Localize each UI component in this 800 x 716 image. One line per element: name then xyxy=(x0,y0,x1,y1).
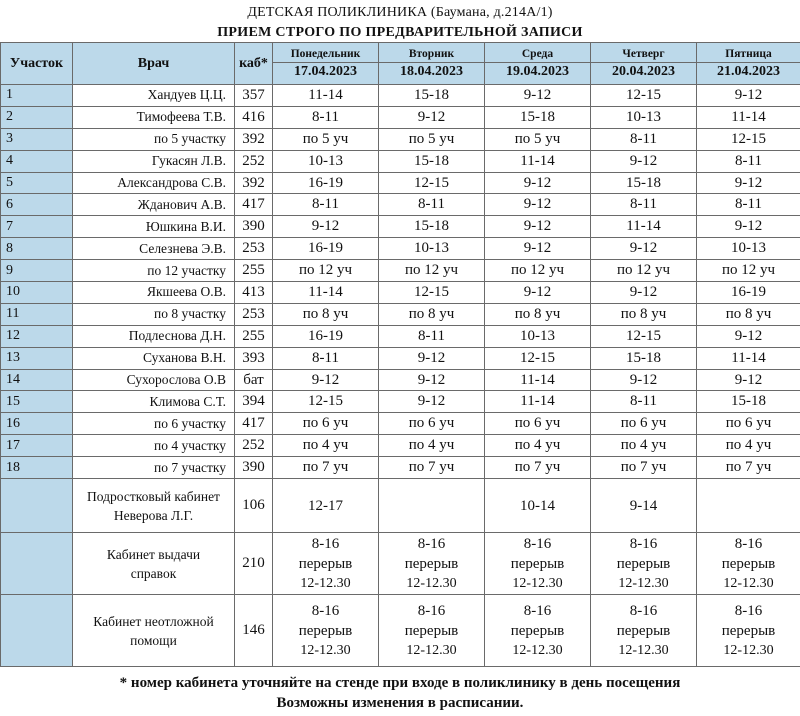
doctor-name: по 4 участку xyxy=(73,435,235,457)
table-row xyxy=(1,413,800,435)
day-date: 21.04.2023 xyxy=(717,64,780,79)
time-cell xyxy=(379,479,485,533)
plot-number: 9 xyxy=(1,260,73,282)
time-cell: 12-15 xyxy=(379,282,485,304)
table-row xyxy=(1,238,800,260)
time-cell xyxy=(485,479,591,533)
time-line: 8-16 xyxy=(311,602,340,619)
time-line: 8-16 xyxy=(734,535,763,552)
time-line: 8-16 xyxy=(734,602,763,619)
time-cell: по 4 уч xyxy=(697,435,800,457)
plot-number: 16 xyxy=(1,413,73,435)
time-line: 9-14 xyxy=(629,497,658,514)
time-line: 8-16 xyxy=(417,535,446,552)
special-label-line: Неверова Л.Г. xyxy=(113,507,194,523)
room-number: 253 xyxy=(235,238,273,260)
time-cell: 9-12 xyxy=(485,282,591,304)
time-cell xyxy=(591,533,697,595)
room-number: 357 xyxy=(235,85,273,107)
time-line: перерыв xyxy=(510,555,565,572)
time-line: перерыв xyxy=(616,555,671,572)
time-cell: по 8 уч xyxy=(379,303,485,325)
table-row xyxy=(1,435,800,457)
time-cell: 8-11 xyxy=(273,106,379,128)
time-cell: по 12 уч xyxy=(379,260,485,282)
time-line: 12-12.30 xyxy=(300,642,351,658)
day-date: 19.04.2023 xyxy=(506,64,569,79)
doctor-name: Климова С.Т. xyxy=(73,391,235,413)
time-cell xyxy=(591,595,697,667)
clinic-title: ДЕТСКАЯ ПОЛИКЛИНИКА (Баумана, д.214А/1) xyxy=(247,5,553,20)
time-cell: по 7 уч xyxy=(379,457,485,479)
room-number: 106 xyxy=(235,479,273,533)
time-cell xyxy=(273,533,379,595)
time-cell: 11-14 xyxy=(697,347,800,369)
time-cell: по 8 уч xyxy=(697,303,800,325)
special-label xyxy=(73,533,235,595)
time-cell: 15-18 xyxy=(379,216,485,238)
schedule-body xyxy=(1,85,800,667)
special-number-cell xyxy=(1,533,73,595)
time-cell xyxy=(591,479,697,533)
time-cell: по 4 уч xyxy=(273,435,379,457)
time-cell xyxy=(697,479,800,533)
time-cell: 11-14 xyxy=(485,391,591,413)
time-cell: 12-15 xyxy=(591,85,697,107)
special-label-line: справок xyxy=(130,565,177,581)
time-cell: 9-12 xyxy=(485,172,591,194)
time-cell: 10-13 xyxy=(485,325,591,347)
time-cell: 8-11 xyxy=(379,194,485,216)
time-cell: 9-12 xyxy=(485,238,591,260)
room-column-header: каб* xyxy=(235,43,273,85)
doctor-name: Гукасян Л.В. xyxy=(73,150,235,172)
room-number: 393 xyxy=(235,347,273,369)
time-cell: 15-18 xyxy=(379,85,485,107)
time-cell: 15-18 xyxy=(697,391,800,413)
plot-number: 2 xyxy=(1,106,73,128)
day-header-fri xyxy=(697,43,800,85)
time-cell: 9-12 xyxy=(591,282,697,304)
doctor-name: Тимофеева Т.В. xyxy=(73,106,235,128)
day-header-wed xyxy=(485,43,591,85)
time-cell: 9-12 xyxy=(379,369,485,391)
time-cell: 8-11 xyxy=(591,391,697,413)
doctor-name: Александрова С.В. xyxy=(73,172,235,194)
time-cell: 12-15 xyxy=(591,325,697,347)
time-line: перерыв xyxy=(721,622,776,639)
special-number-cell xyxy=(1,595,73,667)
time-cell: 12-15 xyxy=(485,347,591,369)
room-number: 253 xyxy=(235,303,273,325)
time-line: 12-12.30 xyxy=(300,575,351,591)
day-header-thu xyxy=(591,43,697,85)
plot-number: 10 xyxy=(1,282,73,304)
time-cell: 9-12 xyxy=(591,238,697,260)
time-cell: по 12 уч xyxy=(485,260,591,282)
time-cell: 8-11 xyxy=(379,325,485,347)
time-cell: 8-11 xyxy=(273,347,379,369)
time-cell: 8-11 xyxy=(273,194,379,216)
plot-number: 13 xyxy=(1,347,73,369)
doctor-name: Юшкина В.И. xyxy=(73,216,235,238)
time-cell: 11-14 xyxy=(273,282,379,304)
time-cell: 15-18 xyxy=(379,150,485,172)
time-line: 8-16 xyxy=(311,535,340,552)
time-cell: 11-14 xyxy=(485,150,591,172)
time-line: перерыв xyxy=(404,622,459,639)
special-label-line: Кабинет неотложной xyxy=(93,613,214,629)
time-line: 12-17 xyxy=(308,497,343,514)
doctor-name: по 12 участку xyxy=(73,260,235,282)
day-date: 20.04.2023 xyxy=(612,64,675,79)
changes-notice: Возможны изменения в расписании. xyxy=(276,695,524,711)
time-cell: 10-13 xyxy=(697,238,800,260)
time-line: 8-16 xyxy=(523,535,552,552)
plot-number: 15 xyxy=(1,391,73,413)
doctor-name: Жданович А.В. xyxy=(73,194,235,216)
table-row xyxy=(1,128,800,150)
time-cell: 9-12 xyxy=(591,369,697,391)
table-row xyxy=(1,172,800,194)
day-name: Среда xyxy=(485,46,590,63)
time-line: перерыв xyxy=(404,555,459,572)
time-cell: 9-12 xyxy=(485,194,591,216)
time-cell: 11-14 xyxy=(591,216,697,238)
time-cell: 10-13 xyxy=(273,150,379,172)
doctor-name: Селезнева Э.В. xyxy=(73,238,235,260)
table-row xyxy=(1,216,800,238)
room-number: бат xyxy=(235,369,273,391)
time-cell: 9-12 xyxy=(379,391,485,413)
time-cell: по 12 уч xyxy=(591,260,697,282)
plot-number: 3 xyxy=(1,128,73,150)
time-cell xyxy=(485,533,591,595)
time-line: перерыв xyxy=(298,622,353,639)
time-cell xyxy=(697,533,800,595)
time-cell: 9-12 xyxy=(379,347,485,369)
table-row xyxy=(1,457,800,479)
time-cell: 16-19 xyxy=(273,172,379,194)
table-row xyxy=(1,282,800,304)
time-cell: 11-14 xyxy=(273,85,379,107)
time-line: 10-14 xyxy=(520,497,555,514)
plot-number: 18 xyxy=(1,457,73,479)
time-cell: по 12 уч xyxy=(697,260,800,282)
room-number: 390 xyxy=(235,216,273,238)
time-cell: 12-15 xyxy=(379,172,485,194)
room-footnote: * номер кабинета уточняйте на стенде при входе в поликлинику в день посещения xyxy=(119,675,681,691)
room-number: 390 xyxy=(235,457,273,479)
time-cell xyxy=(273,595,379,667)
time-line: 12-12.30 xyxy=(406,642,457,658)
plot-number: 12 xyxy=(1,325,73,347)
time-cell: 9-12 xyxy=(273,369,379,391)
time-cell: по 7 уч xyxy=(485,457,591,479)
time-cell xyxy=(273,479,379,533)
special-row xyxy=(1,479,800,533)
doctor-name: по 7 участку xyxy=(73,457,235,479)
time-line: 8-16 xyxy=(417,602,446,619)
room-number: 255 xyxy=(235,325,273,347)
table-row xyxy=(1,391,800,413)
time-cell xyxy=(379,595,485,667)
time-cell: по 5 уч xyxy=(379,128,485,150)
time-cell: по 6 уч xyxy=(697,413,800,435)
time-line: 8-16 xyxy=(629,602,658,619)
time-cell: 12-15 xyxy=(273,391,379,413)
doctor-name: по 8 участку xyxy=(73,303,235,325)
time-cell: 15-18 xyxy=(591,347,697,369)
table-row xyxy=(1,85,800,107)
room-number: 252 xyxy=(235,150,273,172)
time-cell: по 5 уч xyxy=(485,128,591,150)
day-name: Понедельник xyxy=(273,46,378,63)
time-line: 8-16 xyxy=(629,535,658,552)
time-cell: 16-19 xyxy=(273,238,379,260)
time-cell: 9-12 xyxy=(379,106,485,128)
doctor-name: по 5 участку xyxy=(73,128,235,150)
special-row xyxy=(1,595,800,667)
table-row xyxy=(1,150,800,172)
time-cell: 9-12 xyxy=(697,369,800,391)
room-number: 416 xyxy=(235,106,273,128)
time-cell: по 4 уч xyxy=(379,435,485,457)
special-number-cell xyxy=(1,479,73,533)
time-cell: 8-11 xyxy=(591,194,697,216)
plot-number: 8 xyxy=(1,238,73,260)
table-row xyxy=(1,347,800,369)
time-cell: 11-14 xyxy=(485,369,591,391)
time-cell: 16-19 xyxy=(273,325,379,347)
time-cell: по 7 уч xyxy=(273,457,379,479)
room-number: 413 xyxy=(235,282,273,304)
table-row xyxy=(1,325,800,347)
plot-number: 14 xyxy=(1,369,73,391)
time-cell: 9-12 xyxy=(697,172,800,194)
time-cell: 9-12 xyxy=(485,216,591,238)
time-line: 12-12.30 xyxy=(618,575,669,591)
day-name: Вторник xyxy=(379,46,484,63)
day-date: 17.04.2023 xyxy=(294,64,357,79)
time-line: 12-12.30 xyxy=(618,642,669,658)
room-number: 392 xyxy=(235,128,273,150)
time-cell: 9-12 xyxy=(485,85,591,107)
special-label xyxy=(73,595,235,667)
special-label-line: Подростковый кабинет xyxy=(87,488,220,504)
time-cell: по 6 уч xyxy=(485,413,591,435)
time-cell: 15-18 xyxy=(591,172,697,194)
room-number: 146 xyxy=(235,595,273,667)
room-number: 210 xyxy=(235,533,273,595)
plot-number: 17 xyxy=(1,435,73,457)
day-date: 18.04.2023 xyxy=(400,64,463,79)
time-cell: по 8 уч xyxy=(273,303,379,325)
time-cell: по 7 уч xyxy=(591,457,697,479)
doctor-name: Суханова В.Н. xyxy=(73,347,235,369)
time-cell: по 4 уч xyxy=(591,435,697,457)
room-number: 252 xyxy=(235,435,273,457)
time-cell: по 12 уч xyxy=(273,260,379,282)
doctor-column-header: Врач xyxy=(73,43,235,85)
time-line: перерыв xyxy=(616,622,671,639)
time-cell: 9-12 xyxy=(697,85,800,107)
time-cell: 8-11 xyxy=(697,194,800,216)
room-number: 394 xyxy=(235,391,273,413)
time-cell: по 6 уч xyxy=(591,413,697,435)
time-cell xyxy=(697,595,800,667)
time-cell: 8-11 xyxy=(697,150,800,172)
time-cell: 9-12 xyxy=(273,216,379,238)
day-header-tue xyxy=(379,43,485,85)
special-label-line: Кабинет выдачи xyxy=(106,546,201,562)
time-line: 12-12.30 xyxy=(723,575,774,591)
time-cell: по 6 уч xyxy=(273,413,379,435)
day-header-mon xyxy=(273,43,379,85)
doctor-name: Подлеснова Д.Н. xyxy=(73,325,235,347)
room-number: 392 xyxy=(235,172,273,194)
time-cell xyxy=(379,533,485,595)
table-row xyxy=(1,106,800,128)
table-row xyxy=(1,369,800,391)
time-cell: по 5 уч xyxy=(273,128,379,150)
schedule-table xyxy=(0,42,800,667)
time-cell: 15-18 xyxy=(485,106,591,128)
day-name: Четверг xyxy=(591,46,696,63)
time-line: перерыв xyxy=(298,555,353,572)
table-row xyxy=(1,194,800,216)
time-cell: 10-13 xyxy=(379,238,485,260)
time-cell: 8-11 xyxy=(591,128,697,150)
time-line: перерыв xyxy=(721,555,776,572)
time-line: 8-16 xyxy=(523,602,552,619)
time-cell: 9-12 xyxy=(697,325,800,347)
time-line: перерыв xyxy=(510,622,565,639)
table-row xyxy=(1,303,800,325)
plot-number: 6 xyxy=(1,194,73,216)
time-cell xyxy=(485,595,591,667)
time-cell: 10-13 xyxy=(591,106,697,128)
time-line: 12-12.30 xyxy=(406,575,457,591)
plot-number: 7 xyxy=(1,216,73,238)
plot-number: 4 xyxy=(1,150,73,172)
time-line: 12-12.30 xyxy=(512,575,563,591)
time-cell: по 4 уч xyxy=(485,435,591,457)
plot-number: 1 xyxy=(1,85,73,107)
time-cell: 16-19 xyxy=(697,282,800,304)
special-label-line: помощи xyxy=(130,632,177,648)
time-cell: по 7 уч xyxy=(697,457,800,479)
special-label xyxy=(73,479,235,533)
table-row xyxy=(1,260,800,282)
room-number: 417 xyxy=(235,194,273,216)
doctor-name: Сухорослова О.В xyxy=(73,369,235,391)
time-cell: 9-12 xyxy=(697,216,800,238)
day-name: Пятница xyxy=(697,46,800,63)
plot-number: 11 xyxy=(1,303,73,325)
time-cell: по 6 уч xyxy=(379,413,485,435)
plot-number: 5 xyxy=(1,172,73,194)
doctor-name: Якшеева О.В. xyxy=(73,282,235,304)
plot-column-header: Участок xyxy=(1,43,73,85)
time-cell: 9-12 xyxy=(591,150,697,172)
time-line: 12-12.30 xyxy=(723,642,774,658)
time-line: 12-12.30 xyxy=(512,642,563,658)
time-cell: по 8 уч xyxy=(591,303,697,325)
doctor-name: Хандуев Ц.Ц. xyxy=(73,85,235,107)
time-cell: 12-15 xyxy=(697,128,800,150)
special-row xyxy=(1,533,800,595)
doctor-name: по 6 участку xyxy=(73,413,235,435)
room-number: 255 xyxy=(235,260,273,282)
appointment-notice: ПРИЕМ СТРОГО ПО ПРЕДВАРИТЕЛЬНОЙ ЗАПИСИ xyxy=(217,25,583,40)
time-cell: по 8 уч xyxy=(485,303,591,325)
time-cell: 11-14 xyxy=(697,106,800,128)
room-number: 417 xyxy=(235,413,273,435)
